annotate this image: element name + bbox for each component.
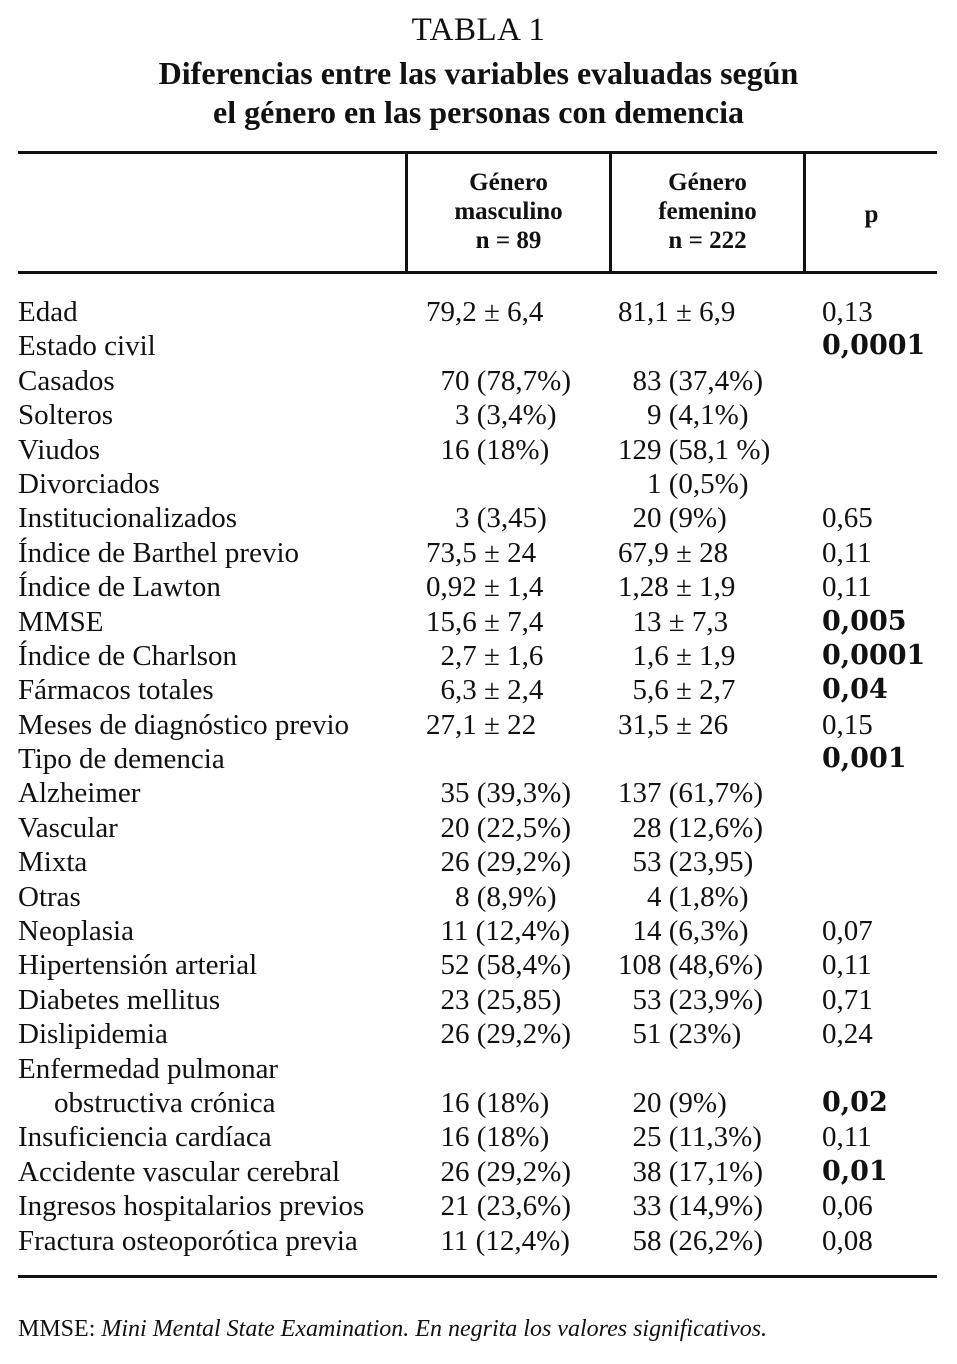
table-row bbox=[18, 983, 937, 1017]
table-row bbox=[18, 1086, 937, 1120]
row-label: Neoplasia bbox=[18, 915, 134, 948]
table-number: TABLA 1 bbox=[411, 12, 546, 48]
table-row bbox=[18, 433, 937, 467]
cell-femenino: 67,9 ± 28 bbox=[618, 536, 729, 569]
cell-femenino: 4 (1,8%) bbox=[618, 880, 749, 913]
cell-masculino: 79,2 ± 6,4 bbox=[426, 296, 544, 328]
cell-p-value: 0,11 bbox=[822, 571, 872, 604]
table-row bbox=[18, 776, 937, 810]
table-row bbox=[18, 811, 937, 845]
table-row bbox=[18, 639, 937, 673]
header-rule bbox=[18, 271, 937, 274]
row-label: Institucionalizados bbox=[18, 502, 238, 535]
header-line: masculino bbox=[454, 198, 563, 225]
row-label: Fractura osteoporótica previa bbox=[18, 1224, 358, 1257]
row-label: Otras bbox=[18, 880, 81, 913]
cell-masculino: 23 (25,85) bbox=[426, 983, 562, 1016]
cell-masculino: 35 (39,3%) bbox=[426, 777, 571, 810]
row-label: Viudos bbox=[18, 433, 101, 466]
cell-femenino: 53 (23,9%) bbox=[618, 983, 763, 1016]
cell-femenino: 9 (4,1%) bbox=[618, 399, 749, 432]
row-label: obstructiva crónica bbox=[54, 1086, 276, 1119]
row-label: Meses de diagnóstico previo bbox=[18, 708, 350, 741]
table-row bbox=[18, 536, 937, 570]
cell-femenino: 13 ± 7,3 bbox=[618, 605, 729, 638]
row-label: Mixta bbox=[18, 846, 88, 879]
cell-masculino: 73,5 ± 24 bbox=[426, 536, 537, 569]
row-label: Dislipidemia bbox=[18, 1018, 168, 1051]
bottom-rule bbox=[18, 1275, 937, 1278]
cell-p-value: 0,001 bbox=[822, 743, 907, 775]
cell-masculino: 52 (58,4%) bbox=[426, 949, 571, 982]
cell-femenino: 108 (48,6%) bbox=[618, 949, 763, 982]
cell-femenino: 38 (17,1%) bbox=[618, 1155, 763, 1188]
cell-femenino: 1,6 ± 1,9 bbox=[618, 639, 736, 672]
cell-p-value: 0,02 bbox=[822, 1086, 888, 1118]
row-label: Índice de Charlson bbox=[18, 639, 238, 672]
cell-p-value: 0,07 bbox=[822, 915, 873, 948]
header-line: femenino bbox=[658, 198, 757, 225]
cell-femenino: 53 (23,95) bbox=[618, 846, 754, 879]
cell-masculino: 16 (18%) bbox=[426, 1086, 550, 1119]
cell-p-value: 0,15 bbox=[822, 708, 873, 741]
table-row bbox=[18, 1052, 937, 1086]
header-masculino bbox=[408, 168, 609, 255]
row-label: Estado civil bbox=[18, 330, 156, 363]
cell-femenino: 20 (9%) bbox=[618, 1086, 727, 1119]
header-line: Género bbox=[469, 169, 548, 196]
cell-masculino: 15,6 ± 7,4 bbox=[426, 605, 544, 638]
cell-masculino: 70 (78,7%) bbox=[426, 364, 571, 397]
cell-femenino: 1,28 ± 1,9 bbox=[618, 571, 736, 604]
cell-masculino: 26 (29,2%) bbox=[426, 846, 571, 879]
cell-masculino: 2,7 ± 1,6 bbox=[426, 639, 544, 672]
row-label: Edad bbox=[18, 296, 78, 328]
cell-femenino: 1 (0,5%) bbox=[618, 467, 749, 500]
cell-masculino: 11 (12,4%) bbox=[426, 1224, 570, 1257]
row-label: Alzheimer bbox=[18, 777, 141, 810]
table-title-line2: el género en las personas con demencia bbox=[213, 94, 744, 130]
cell-femenino: 58 (26,2%) bbox=[618, 1224, 763, 1257]
row-label: Índice de Barthel previo bbox=[18, 536, 300, 569]
cell-p-value: 0,04 bbox=[822, 674, 888, 706]
cell-masculino: 8 (8,9%) bbox=[426, 880, 557, 913]
row-label: Divorciados bbox=[18, 467, 160, 500]
cell-masculino: 16 (18%) bbox=[426, 1121, 550, 1154]
footnote bbox=[18, 1316, 767, 1343]
footnote-text: Mini Mental State Examination. En negrita los valores significativos. bbox=[101, 1316, 768, 1342]
header-line: Género bbox=[668, 169, 747, 196]
row-label: MMSE bbox=[18, 605, 104, 638]
cell-masculino: 26 (29,2%) bbox=[426, 1155, 571, 1188]
cell-p-value: 0,01 bbox=[822, 1155, 888, 1187]
cell-femenino: 14 (6,3%) bbox=[618, 915, 749, 948]
cell-masculino: 0,92 ± 1,4 bbox=[426, 571, 544, 604]
row-label: Índice de Lawton bbox=[18, 571, 221, 604]
cell-p-value: 0,11 bbox=[822, 949, 872, 982]
table-row bbox=[18, 845, 937, 879]
cell-masculino: 11 (12,4%) bbox=[426, 915, 570, 948]
cell-femenino: 33 (14,9%) bbox=[618, 1190, 763, 1223]
table-row bbox=[18, 914, 937, 948]
table-row bbox=[18, 1155, 937, 1189]
table-row bbox=[18, 673, 937, 707]
cell-masculino: 6,3 ± 2,4 bbox=[426, 674, 544, 707]
row-label: Enfermedad pulmonar bbox=[18, 1052, 279, 1085]
row-label: Casados bbox=[18, 364, 115, 397]
table-row bbox=[18, 329, 937, 363]
cell-masculino: 26 (29,2%) bbox=[426, 1018, 571, 1051]
row-label: Ingresos hospitalarios previos bbox=[18, 1190, 365, 1223]
cell-femenino: 31,5 ± 26 bbox=[618, 708, 729, 741]
cell-masculino: 3 (3,45) bbox=[426, 502, 547, 535]
cell-femenino: 137 (61,7%) bbox=[618, 777, 763, 810]
cell-p-value: 0,11 bbox=[822, 536, 872, 569]
cell-p-value: 0,24 bbox=[822, 1018, 873, 1051]
table-row bbox=[18, 605, 937, 639]
table-row bbox=[18, 708, 937, 742]
table-row bbox=[18, 501, 937, 535]
top-rule bbox=[18, 151, 937, 154]
table-row bbox=[18, 1120, 937, 1154]
cell-femenino: 25 (11,3%) bbox=[618, 1121, 762, 1154]
header-p: p bbox=[864, 201, 879, 228]
table-row bbox=[18, 364, 937, 398]
cell-p-value: 0,71 bbox=[822, 983, 873, 1016]
table-title-line1: Diferencias entre las variables evaluadas según bbox=[158, 55, 799, 91]
cell-femenino: 5,6 ± 2,7 bbox=[618, 674, 736, 707]
row-label: Solteros bbox=[18, 399, 114, 432]
header-femenino bbox=[612, 168, 803, 255]
cell-p-value: 0,11 bbox=[822, 1121, 872, 1154]
cell-p-value: 0,13 bbox=[822, 296, 873, 328]
table-row bbox=[18, 948, 937, 982]
row-label: Insuficiencia cardíaca bbox=[18, 1121, 272, 1154]
cell-masculino: 21 (23,6%) bbox=[426, 1190, 571, 1223]
table-row bbox=[18, 742, 937, 776]
row-label: Diabetes mellitus bbox=[18, 983, 221, 1016]
cell-p-value: 0,0001 bbox=[822, 639, 926, 671]
footnote-abbr: MMSE: bbox=[18, 1316, 96, 1342]
cell-femenino: 129 (58,1 %) bbox=[618, 433, 771, 466]
table-row bbox=[18, 1017, 937, 1051]
table-row bbox=[18, 398, 937, 432]
row-label: Fármacos totales bbox=[18, 674, 214, 707]
cell-p-value: 0,06 bbox=[822, 1190, 873, 1223]
cell-masculino: 27,1 ± 22 bbox=[426, 708, 537, 741]
table-row bbox=[18, 570, 937, 604]
cell-femenino: 28 (12,6%) bbox=[618, 811, 763, 844]
cell-p-value: 0,65 bbox=[822, 502, 873, 535]
table-row bbox=[18, 467, 937, 501]
cell-masculino: 20 (22,5%) bbox=[426, 811, 571, 844]
table-row bbox=[18, 880, 937, 914]
cell-masculino: 16 (18%) bbox=[426, 433, 550, 466]
row-label: Hipertensión arterial bbox=[18, 949, 258, 982]
table-body bbox=[18, 295, 937, 1258]
row-label: Vascular bbox=[18, 811, 118, 844]
header-line: n = 89 bbox=[475, 227, 542, 254]
cell-masculino: 3 (3,4%) bbox=[426, 399, 557, 432]
header-line: n = 222 bbox=[668, 227, 747, 254]
row-label: Accidente vascular cerebral bbox=[18, 1155, 341, 1188]
row-label: Tipo de demencia bbox=[18, 743, 225, 776]
cell-p-value: 0,0001 bbox=[822, 330, 926, 362]
table-row bbox=[18, 1224, 937, 1258]
table-row bbox=[18, 1189, 937, 1223]
cell-femenino: 20 (9%) bbox=[618, 502, 727, 535]
table-row bbox=[18, 295, 937, 329]
cell-femenino: 81,1 ± 6,9 bbox=[618, 296, 736, 328]
cell-p-value: 0,08 bbox=[822, 1224, 873, 1257]
cell-p-value: 0,005 bbox=[822, 605, 907, 637]
cell-femenino: 83 (37,4%) bbox=[618, 364, 763, 397]
cell-femenino: 51 (23%) bbox=[618, 1018, 742, 1051]
